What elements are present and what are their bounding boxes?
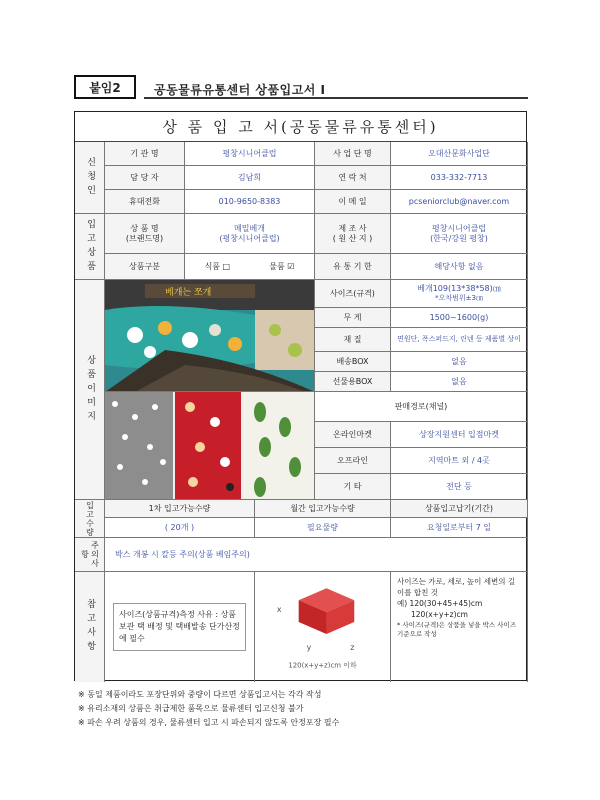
size-value xyxy=(391,280,528,308)
pillow-caption: 베개는 쪼개 xyxy=(165,288,212,298)
brand-label-text: (브랜드명) xyxy=(125,233,164,243)
pillow-photo-bottom xyxy=(105,392,315,500)
diagram-formula: 120(x+y+z)cm 이하 xyxy=(288,661,357,670)
product-section-label: 입고상품 xyxy=(75,214,105,280)
size-desc-3: 120(x+y+z)cm xyxy=(411,609,468,619)
document-header xyxy=(74,75,528,103)
diagram-y-label: y xyxy=(306,642,312,652)
intake-form xyxy=(74,111,527,681)
material-value: 면원단, 폭스퍼드지, 린넨 등 제품별 상이 xyxy=(391,328,528,352)
diagram-z-label: z xyxy=(350,642,355,652)
offline-label: 오프라인 xyxy=(315,448,391,474)
maker-text: 평창시니어클럽 xyxy=(431,223,487,233)
online-value: 상장지원센터 입점마켓 xyxy=(391,422,528,448)
expiry-label: 유 통 기 한 xyxy=(315,254,391,280)
origin-label-text: ( 원 산 지 ) xyxy=(332,233,373,243)
maker-label xyxy=(315,214,391,254)
other-value: 전단 등 xyxy=(391,474,528,500)
applicant-section-label: 신청인 xyxy=(75,142,105,214)
manager-value: 김남희 xyxy=(185,166,315,190)
product-name-value xyxy=(185,214,315,254)
header-title-underline xyxy=(144,81,528,99)
size-note: *오차범위±3㎝ xyxy=(435,294,483,303)
material-label: 재 질 xyxy=(315,328,391,352)
stock-section-label: 입고수량 xyxy=(75,500,105,538)
expiry-value: 해당사항 없음 xyxy=(391,254,528,280)
reference-label: 참고사항 xyxy=(75,572,105,682)
online-label: 온라인마켓 xyxy=(315,422,391,448)
sales-heading: 판매경로(채널) xyxy=(315,392,528,422)
maker-value xyxy=(391,214,528,254)
delivery-box-label: 배송BOX xyxy=(315,352,391,372)
category-value xyxy=(185,254,315,280)
footnotes xyxy=(78,688,528,730)
size-label: 사이즈(규격) xyxy=(315,280,391,308)
first-stock-label: 1차 입고가능수량 xyxy=(105,500,255,518)
contact-label: 연 락 처 xyxy=(315,166,391,190)
caution-value: 박스 개봉 시 칼등 주의(상품 베임주의) xyxy=(105,538,528,572)
maker-label-text: 제 조 사 xyxy=(338,223,367,233)
reference-measure-cell xyxy=(105,572,255,682)
form-title: 상 품 입 고 서(공동물류유통센터) xyxy=(75,112,526,142)
size-diagram-cell xyxy=(255,572,391,682)
gift-box-value: 없음 xyxy=(391,372,528,392)
category-label: 상품구분 xyxy=(105,254,185,280)
image-section-label: 상품이미지 xyxy=(75,280,105,500)
size-desc-4: * 사이즈(규격)은 상품을 넣을 박스 사이즈 기준으로 작성 xyxy=(397,620,517,638)
brand-text: (평창시니어클럽) xyxy=(219,233,280,243)
biz-label: 사 업 단 명 xyxy=(315,142,391,166)
measure-reason-box: 사이즈(상품규격)측정 사유 : 상품 보관 택 배정 및 택배발송 단가산정에 필수 xyxy=(113,603,246,651)
attachment-badge: 붙임2 xyxy=(74,75,136,99)
org-value: 평창시니어클럽 xyxy=(185,142,315,166)
delivery-box-value: 없음 xyxy=(391,352,528,372)
box-size-diagram xyxy=(255,572,390,682)
email-label: 이 메 일 xyxy=(315,190,391,214)
header-title: 공동물류유통센터 상품입고서 Ⅰ xyxy=(154,83,326,97)
offline-value: 지역마트 외 / 4곳 xyxy=(391,448,528,474)
pillow-patterns-image xyxy=(105,392,315,500)
footnote-1: ※ 동일 제품이라도 포장단위와 중량이 다르면 상품입고서는 각각 작성 xyxy=(78,690,322,699)
monthly-stock-value: 필요물량 xyxy=(255,518,391,538)
monthly-stock-label: 월간 입고가능수량 xyxy=(255,500,391,518)
category-food-checkbox: 식품 □ xyxy=(204,261,231,271)
pillow-photo-image xyxy=(105,280,315,392)
weight-value: 1500~1600(g) xyxy=(391,308,528,328)
footnote-2: ※ 유리소재의 상품은 취급제한 품목으로 물류센터 입고신청 불가 xyxy=(78,704,304,713)
category-goods-checkbox: 물품 ☑ xyxy=(269,261,295,271)
first-stock-value: ( 20개 ) xyxy=(105,518,255,538)
org-label: 기 관 명 xyxy=(105,142,185,166)
mobile-label: 휴대전화 xyxy=(105,190,185,214)
size-desc-2: 예) 120(30+45+45)cm xyxy=(397,598,483,608)
product-name-text: 메밀베개 xyxy=(234,223,265,233)
origin-text: (한국/강원 평창) xyxy=(430,233,488,243)
lead-time-label: 상품입고납기(기간) xyxy=(391,500,528,518)
other-label: 기 타 xyxy=(315,474,391,500)
size-desc-1: 사이즈는 가로, 세로, 높이 세변의 길이를 합친 것 xyxy=(397,577,516,597)
size-text: 베개109(13*38*58)㎝ xyxy=(417,284,501,294)
manager-label: 담 당 자 xyxy=(105,166,185,190)
contact-value: 033-332-7713 xyxy=(391,166,528,190)
diagram-x-label: x xyxy=(276,605,282,615)
mobile-value: 010-9650-8383 xyxy=(185,190,315,214)
gift-box-label: 선물용BOX xyxy=(315,372,391,392)
product-name-label xyxy=(105,214,185,254)
size-description-cell xyxy=(391,572,528,682)
product-name-label-text: 상 품 명 xyxy=(130,223,159,233)
caution-label: 주의사항 xyxy=(75,538,105,572)
pillow-photo-top xyxy=(105,280,315,392)
biz-value: 오대산문화사업단 xyxy=(391,142,528,166)
lead-time-value: 요청일로부터 7 일 xyxy=(391,518,528,538)
footnote-3: ※ 파손 우려 상품의 경우, 물류센터 입고 시 파손되지 않도록 안정포장 필수 xyxy=(78,718,340,727)
email-value: pcseniorclub@naver.com xyxy=(391,190,528,214)
weight-label: 무 게 xyxy=(315,308,391,328)
